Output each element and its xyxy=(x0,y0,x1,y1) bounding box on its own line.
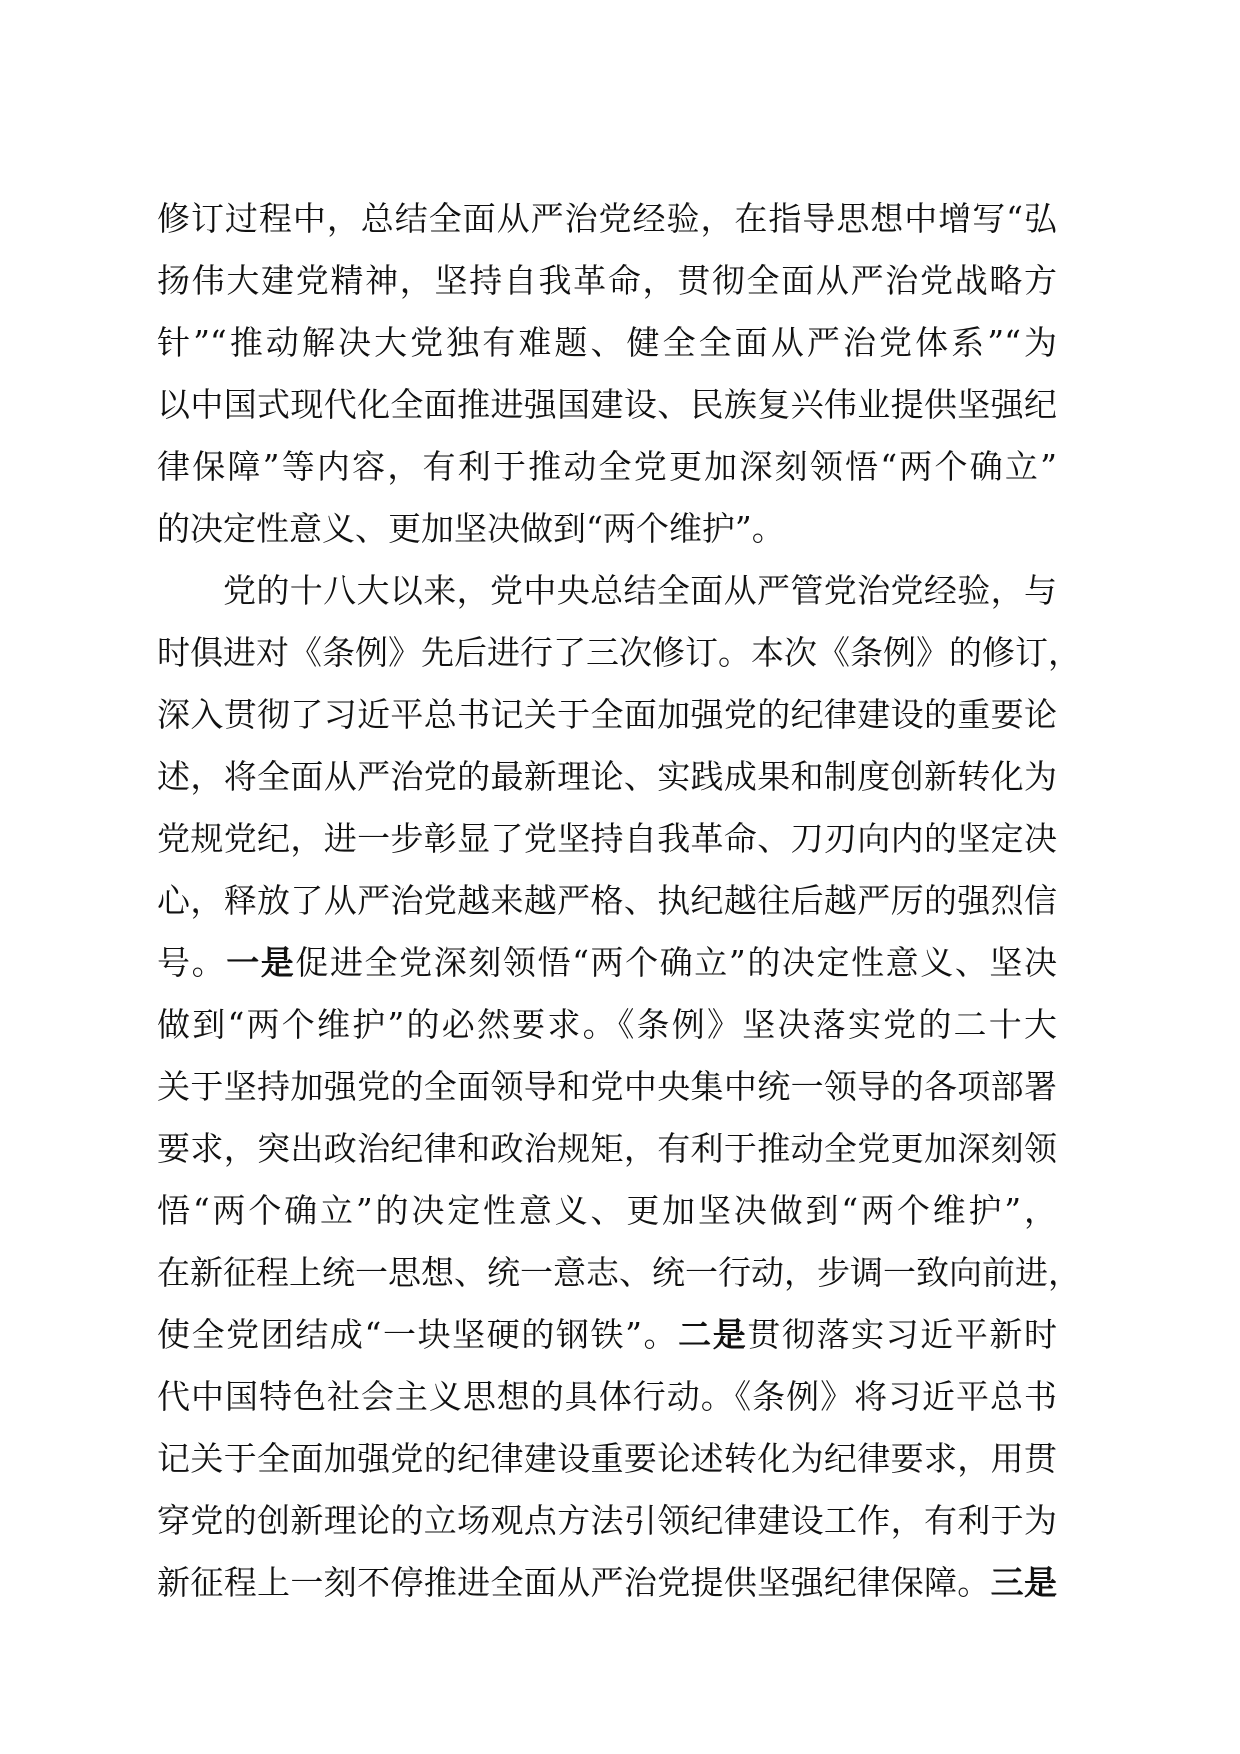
text-line: 党规党纪，进一步彰显了党坚持自我革命、刀刃向内的坚定决 xyxy=(157,819,1057,858)
text-run: 促进全党深刻领悟“两个确立”的决定性意义、坚决 xyxy=(295,943,1058,982)
paragraph-2 xyxy=(157,560,1081,1614)
text-line: 的决定性意义、更加坚决做到“两个维护”。 xyxy=(157,509,785,548)
text-run: 贯彻落实习近平新时 xyxy=(747,1315,1058,1354)
text-line xyxy=(157,1304,1057,1366)
text-line: 以中国式现代化全面推进强国建设、民族复兴伟业提供坚强纪 xyxy=(157,385,1057,424)
text-line: 针”“推动解决大党独有难题、健全全面从严治党体系”“为 xyxy=(157,323,1057,362)
text-line xyxy=(157,932,1057,994)
text-line: 悟“两个确立”的决定性意义、更加坚决做到“两个维护”， xyxy=(157,1191,1057,1230)
text-run: 号。 xyxy=(157,943,227,982)
text-line: 修订过程中，总结全面从严治党经验，在指导思想中增写“弘 xyxy=(157,199,1057,238)
text-line: 代中国特色社会主义思想的具体行动。《条例》将习近平总书 xyxy=(157,1377,1057,1416)
text-line: 扬伟大建党精神，坚持自我革命，贯彻全面从严治党战略方 xyxy=(157,261,1057,300)
text-line: 要求，突出政治纪律和政治规矩，有利于推动全党更加深刻领 xyxy=(157,1129,1057,1168)
paragraph-1 xyxy=(157,188,1057,560)
text-line: 律保障”等内容，有利于推动全党更加深刻领悟“两个确立” xyxy=(157,447,1057,486)
bold-marker-er-shi: 二是 xyxy=(678,1315,748,1354)
text-line: 时俱进对《条例》先后进行了三次修订。本次《条例》的修订， xyxy=(157,633,1081,672)
text-line: 深入贯彻了习近平总书记关于全面加强党的纪律建设的重要论 xyxy=(157,695,1057,734)
text-line: 记关于全面加强党的纪律建设重要论述转化为纪律要求，用贯 xyxy=(157,1439,1057,1478)
document-body xyxy=(157,188,1081,1614)
text-line: 穿党的创新理论的立场观点方法引领纪律建设工作，有利于为 xyxy=(157,1501,1057,1540)
text-line: 做到“两个维护”的必然要求。《条例》坚决落实党的二十大 xyxy=(157,1005,1057,1044)
text-line: 述，将全面从严治党的最新理论、实践成果和制度创新转化为 xyxy=(157,757,1057,796)
text-run: 新征程上一刻不停推进全面从严治党提供坚强纪律保障。 xyxy=(157,1563,991,1602)
bold-marker-yi-shi: 一是 xyxy=(226,943,296,982)
text-line: 关于坚持加强党的全面领导和党中央集中统一领导的各项部署 xyxy=(157,1067,1057,1106)
text-line: 在新征程上统一思想、统一意志、统一行动，步调一致向前进， xyxy=(157,1253,1081,1292)
bold-marker-san-shi: 三是 xyxy=(990,1563,1058,1602)
text-run: 使全党团结成“一块坚硬的钢铁”。 xyxy=(157,1315,679,1354)
text-line: 心，释放了从严治党越来越严格、执纪越往后越严厉的强烈信 xyxy=(157,881,1057,920)
text-line: 党的十八大以来，党中央总结全面从严管党治党经验，与 xyxy=(223,571,1057,610)
text-line xyxy=(157,1552,1057,1614)
